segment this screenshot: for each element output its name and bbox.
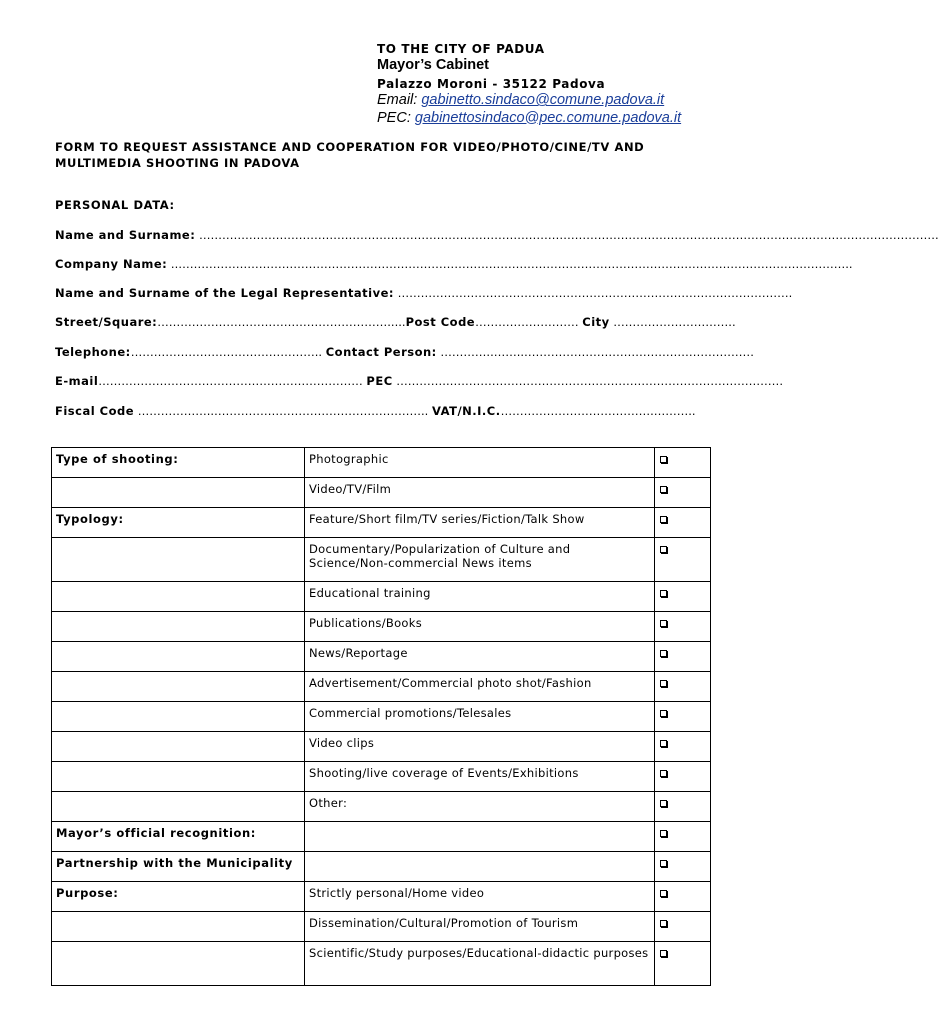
checkbox-icon[interactable]	[660, 830, 667, 837]
table-row	[52, 612, 711, 642]
option-cell: Scientific/Study purposes/Educational-didactic purposes	[305, 942, 655, 986]
option-cell: Other:	[305, 792, 655, 822]
field-telephone-contact[interactable]	[55, 345, 755, 361]
post-code-label: Post Code	[405, 315, 476, 329]
option-cell: Educational training	[305, 582, 655, 612]
checkbox-icon[interactable]	[660, 920, 667, 927]
recipient-address	[377, 42, 681, 127]
checkbox-icon[interactable]	[660, 710, 667, 717]
option-cell: Feature/Short film/TV series/Fiction/Talk Show	[305, 508, 655, 538]
category-cell	[52, 582, 305, 612]
checkbox-icon[interactable]	[660, 890, 667, 897]
city-label: City	[582, 315, 610, 329]
field-legal-representative[interactable]	[55, 286, 793, 302]
field-label: Company Name:	[55, 257, 168, 271]
field-email-pec[interactable]	[55, 374, 784, 390]
table-row	[52, 762, 711, 792]
table-row	[52, 912, 711, 942]
checkbox-icon[interactable]	[660, 486, 667, 493]
option-cell: Advertisement/Commercial photo shot/Fashion	[305, 672, 655, 702]
table-row	[52, 642, 711, 672]
category-cell	[52, 942, 305, 986]
checkbox-icon[interactable]	[660, 860, 667, 867]
category-cell: Mayor’s official recognition:	[52, 822, 305, 852]
checkbox-cell	[655, 538, 711, 582]
checkbox-cell	[655, 882, 711, 912]
checkbox-cell	[655, 732, 711, 762]
recipient-office: Mayor’s Cabinet	[377, 57, 489, 74]
table-row	[52, 942, 711, 986]
checkbox-icon[interactable]	[660, 740, 667, 747]
category-cell	[52, 538, 305, 582]
table-row	[52, 822, 711, 852]
pec-label: PEC:	[377, 109, 415, 126]
table-row	[52, 672, 711, 702]
checkbox-icon[interactable]	[660, 590, 667, 597]
table-row	[52, 582, 711, 612]
pec-field-label: PEC	[366, 374, 393, 388]
table-row	[52, 792, 711, 822]
checkbox-icon[interactable]	[660, 546, 667, 553]
recipient-email	[377, 92, 681, 109]
email-link[interactable]: gabinetto.sindaco@comune.padova.it	[421, 92, 665, 109]
fill-line[interactable]: …………..……………………………………………………………………………	[392, 374, 784, 388]
checkbox-icon[interactable]	[660, 950, 667, 957]
category-cell	[52, 478, 305, 508]
fill-line[interactable]: ……………………………………………………………	[98, 374, 367, 388]
field-label: Telephone:	[55, 345, 131, 359]
fill-line[interactable]: ………………………………….………..	[500, 404, 696, 418]
form-title: FORM TO REQUEST ASSISTANCE AND COOPERATION FOR VIDEO/PHOTO/CINE/TV AND MULTIMEDIA SHOOTING IN PADOVA	[55, 140, 645, 170]
option-cell	[305, 852, 655, 882]
category-cell	[52, 792, 305, 822]
fill-line[interactable]: ………………………………………………………………………………………………………………………………………………………………………….	[195, 228, 939, 242]
fill-line[interactable]: ………………..………………………………………………..	[134, 404, 432, 418]
fill-line[interactable]: …………………………………………………….....	[157, 315, 406, 329]
contact-person-label: Contact Person:	[325, 345, 437, 359]
option-cell: Video/TV/Film	[305, 478, 655, 508]
category-cell	[52, 672, 305, 702]
option-cell	[305, 822, 655, 852]
category-cell	[52, 762, 305, 792]
pec-link[interactable]: gabinettosindaco@pec.comune.padova.it	[414, 109, 682, 126]
field-label: Name and Surname of the Legal Representative:	[55, 286, 394, 300]
checkbox-cell	[655, 912, 711, 942]
fill-line[interactable]: …………..……..……………………………………………………	[436, 345, 755, 359]
checkbox-icon[interactable]	[660, 800, 667, 807]
checkbox-cell	[655, 448, 711, 478]
checkbox-icon[interactable]	[660, 680, 667, 687]
checkbox-cell	[655, 762, 711, 792]
checkbox-cell	[655, 792, 711, 822]
checkbox-cell	[655, 478, 711, 508]
option-cell: Commercial promotions/Telesales	[305, 702, 655, 732]
checkbox-cell	[655, 508, 711, 538]
option-cell: Video clips	[305, 732, 655, 762]
checkbox-cell	[655, 612, 711, 642]
table-row	[52, 732, 711, 762]
email-label: Email:	[377, 92, 422, 109]
table-row	[52, 478, 711, 508]
table-row	[52, 448, 711, 478]
checkbox-cell	[655, 702, 711, 732]
recipient-city: TO THE CITY OF PADUA	[377, 42, 545, 56]
category-cell: Partnership with the Municipality	[52, 852, 305, 882]
checkbox-icon[interactable]	[660, 650, 667, 657]
option-cell: Publications/Books	[305, 612, 655, 642]
table-row	[52, 508, 711, 538]
option-cell: Documentary/Popularization of Culture and Science/Non-commercial News items	[305, 538, 655, 582]
category-cell	[52, 612, 305, 642]
field-label: Fiscal Code	[55, 404, 135, 418]
checkbox-icon[interactable]	[660, 770, 667, 777]
personal-data-heading: PERSONAL DATA:	[55, 198, 175, 212]
category-cell	[52, 642, 305, 672]
category-cell	[52, 732, 305, 762]
checkbox-icon[interactable]	[660, 456, 667, 463]
checkbox-cell	[655, 672, 711, 702]
option-cell: Strictly personal/Home video	[305, 882, 655, 912]
field-fiscal-vat[interactable]	[55, 404, 720, 420]
recipient-pec	[377, 110, 681, 127]
fill-line[interactable]: ………………………	[475, 315, 583, 329]
category-cell: Type of shooting:	[52, 448, 305, 478]
table-row	[52, 852, 711, 882]
field-street-postcode-city[interactable]	[55, 315, 736, 331]
category-cell	[52, 912, 305, 942]
checkbox-cell	[655, 822, 711, 852]
field-company-name[interactable]	[55, 257, 853, 273]
option-cell: Dissemination/Cultural/Promotion of Tourism	[305, 912, 655, 942]
checkbox-icon[interactable]	[660, 516, 667, 523]
field-label: E-mail	[55, 374, 99, 388]
category-cell: Typology:	[52, 508, 305, 538]
checkbox-icon[interactable]	[660, 620, 667, 627]
option-cell: News/Reportage	[305, 642, 655, 672]
shooting-options-table	[51, 447, 711, 986]
recipient-street: Palazzo Moroni - 35122 Padova	[377, 76, 606, 91]
option-cell: Photographic	[305, 448, 655, 478]
checkbox-cell	[655, 642, 711, 672]
fill-line[interactable]: …………………………..	[609, 315, 736, 329]
option-cell: Shooting/live coverage of Events/Exhibitions	[305, 762, 655, 792]
table-row	[52, 882, 711, 912]
field-label: Street/Square:	[55, 315, 158, 329]
table-row	[52, 538, 711, 582]
fill-line[interactable]: …………………………………………..	[130, 345, 326, 359]
category-cell	[52, 702, 305, 732]
field-label: Name and Surname:	[55, 228, 196, 242]
fill-line[interactable]: ………………………………………………………………………………………….	[393, 286, 793, 300]
category-cell: Purpose:	[52, 882, 305, 912]
table-row	[52, 702, 711, 732]
checkbox-cell	[655, 942, 711, 986]
checkbox-cell	[655, 582, 711, 612]
field-name-surname[interactable]	[55, 228, 939, 244]
checkbox-cell	[655, 852, 711, 882]
vat-label: VAT/N.I.C.	[431, 404, 501, 418]
fill-line[interactable]: ..…………………………………………………………………………………………………………………………………………………………..	[167, 257, 853, 271]
